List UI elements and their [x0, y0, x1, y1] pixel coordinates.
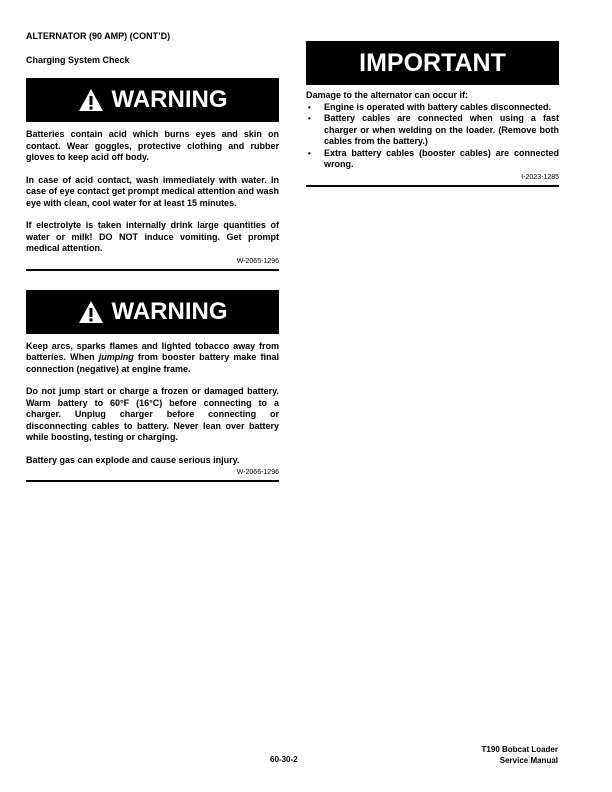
page-number: 60-30-2 — [270, 755, 298, 764]
warning2-paragraph-3: Battery gas can explode and cause serious injury. — [26, 454, 240, 465]
warning2-paragraph-2: Do not jump start or charge a frozen or damaged battery. Warm battery to 60°F (16°C) before connecting to a charger. Unplug charger before connecting or disconnecting cables to battery. Never lean over battery while boosting, testing or charging. — [26, 386, 279, 442]
manual-title: T190 Bobcat Loader — [481, 745, 558, 754]
warning1-paragraph-3: If electrolyte is taken internally drink large quantities of water or milk! DO NOT induce vomiting. Get prompt medical attention. — [26, 220, 279, 253]
jumping-emphasis: jumping — [98, 352, 134, 362]
list-item: • Extra battery cables (booster cables) are connected wrong. — [306, 148, 559, 171]
warning2-code: W-2066-1296 — [236, 469, 279, 476]
important-divider — [306, 185, 559, 187]
important-code: I-2023-1285 — [521, 173, 559, 181]
list-item: • Battery cables are connected when using a fast charger or when welding on the loader. (Remove both cables from the battery.) — [306, 113, 559, 148]
warning-label-2: WARNING — [111, 297, 228, 325]
subsection-title: Charging System Check — [26, 55, 130, 65]
warning-banner-2 — [26, 290, 279, 334]
warning-box-2 — [26, 290, 279, 483]
warning1-code: W-2065-1296 — [236, 257, 279, 265]
list-item: • Engine is operated with battery cables disconnected. — [306, 102, 559, 114]
warning-triangle-icon — [78, 300, 104, 324]
manual-title-block — [482, 744, 558, 766]
warning2-divider — [26, 480, 279, 482]
warning1-paragraph-1: Batteries contain acid which burns eyes and skin on contact. Wear goggles, protective clothing and rubber gloves to keep acid off body. — [26, 129, 279, 162]
warning2-paragraph-1: Keep arcs, sparks flames and lighted tobacco away from batteries. When jumping from booster battery make final connection (negative) at engine frame. — [26, 340, 279, 374]
warning-banner-1 — [26, 78, 279, 122]
warning-triangle-icon — [78, 88, 104, 112]
important-banner — [306, 41, 559, 85]
warning-box-1 — [26, 78, 279, 271]
manual-subtitle: Service Manual — [499, 756, 558, 765]
warning1-paragraph-2: In case of acid contact, wash immediately with water. In case of eye contact get prompt medical attention and wash eye with clean, cool water for at least 15 minutes. — [26, 174, 279, 208]
right-column — [306, 41, 559, 187]
important-label: IMPORTANT — [359, 48, 506, 77]
section-title: ALTERNATOR (90 AMP) (CONT’D) — [26, 31, 171, 41]
left-column — [26, 30, 279, 482]
warning-label-1: WARNING — [111, 86, 228, 113]
important-intro: Damage to the alternator can occur if: — [306, 90, 469, 100]
important-list — [306, 102, 559, 171]
